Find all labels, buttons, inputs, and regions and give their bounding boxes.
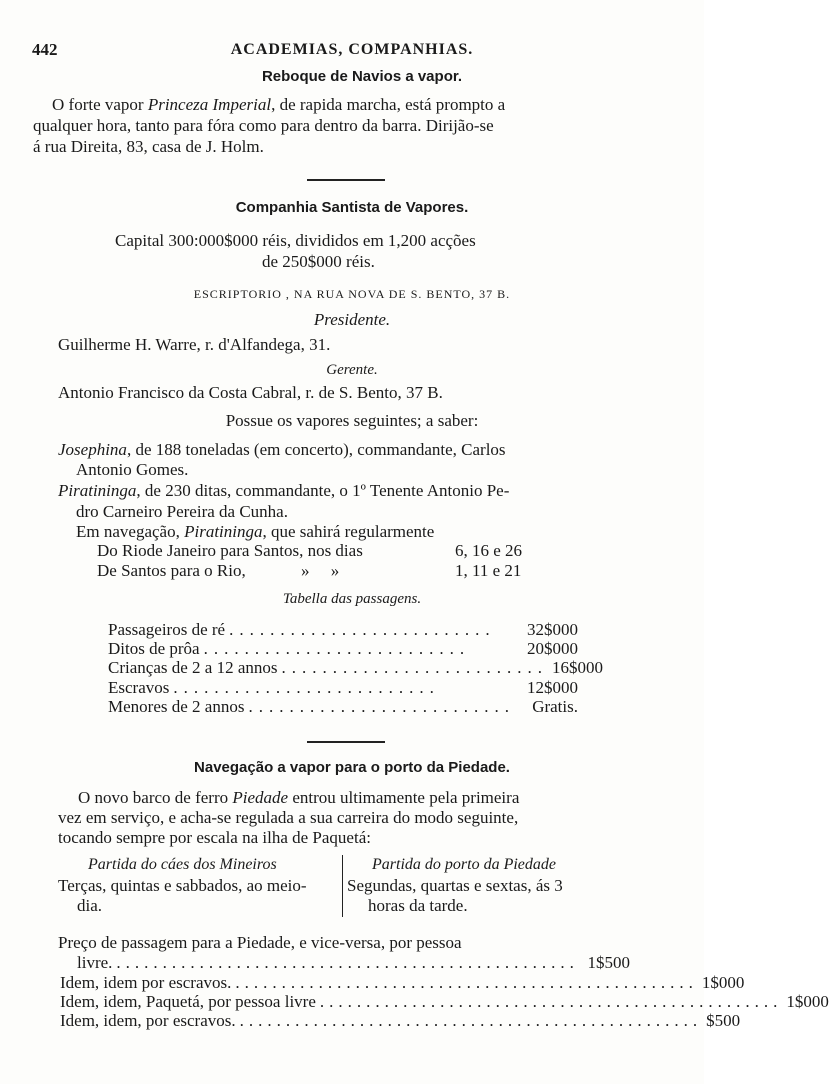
text: O novo barco de ferro [78,788,233,807]
ship-name: Piratininga [184,522,263,541]
reboque-paragraph-line [52,95,505,115]
ship-name: Princeza Imperial [147,95,272,114]
section-title-piedade: Navegação a vapor para o porto da Piedade. [194,759,510,776]
col-left-line: dia. [77,896,103,915]
gerente-label: Gerente. [326,362,378,378]
presidente-label: Presidente. [313,310,391,329]
piedade-paragraph-line [78,788,519,808]
precos-intro: Preço de passagem para a Piedade, e vice-versa, por pessoa [58,933,462,952]
piedade-paragraph-line: tocando sempre por escala na ilha de Paquetá: [58,828,371,847]
divider [307,741,385,743]
reboque-paragraph-line: qualquer hora, tanto para fóra como para dentro da barra. Dirijão-se [33,116,494,135]
col-right-line: Segundas, quartas e sextas, ás 3 [347,876,563,895]
fare-row: Ditos de prôa .......................... 20$000 [108,639,578,658]
fare-row: Menores de 2 annos .......................... Gratis. [108,697,578,716]
presidente: Guilherme H. Warre, r. d'Alfandega, 31. [58,335,331,354]
gerente: Antonio Francisco da Costa Cabral, r. de S. Bento, 37 B. [58,383,443,402]
text: Em navegação, [76,522,185,541]
vapor-entry-cont: dro Carneiro Pereira da Cunha. [76,502,288,521]
text: , de 230 ditas, commandante, o 1º Tenente Antonio Pe- [136,481,510,500]
route: Do Riode Janeiro para Santos, nos dias [97,541,363,560]
col-left-header: Partida do cáes dos Mineiros [88,856,277,873]
fare-row: Crianças de 2 a 12 annos .......................... 16$000 [108,658,603,677]
price-value: $500 [706,1011,741,1030]
tabella-title: Tabella das passagens. [282,591,422,607]
page-number: 442 [32,40,58,59]
fare-price: 32$000 [527,620,578,639]
vapor-entry-cont: Antonio Gomes. [76,460,189,479]
price-label: Idem, idem por escravos. [60,973,232,992]
divider [307,179,385,181]
ship-name: Josephina [58,440,127,459]
fare-label: Crianças de 2 a 12 annos [108,658,278,677]
fare-label: Escravos [108,678,170,697]
capital-line: Capital 300:000$000 réis, divididos em 1,200 acções [115,231,476,250]
text: O forte vapor [52,95,148,114]
price-row: Idem, idem por escravos. .................................................. 1$000 [60,973,745,992]
possue-line: Possue os vapores seguintes; a saber: [225,411,479,430]
col-right-header: Partida do porto da Piedade [372,856,556,873]
fare-row: Passageiros de ré .......................... 32$000 [108,620,578,639]
fare-price: 12$000 [527,678,578,697]
fare-price: 20$000 [527,639,578,658]
price-row: Idem, idem, Paquetá, por pessoa livre .................................................. 1$000 [60,992,829,1011]
fare-label: Passageiros de ré [108,620,226,639]
vapor-entry [58,440,506,460]
text: , que sahirá regularmente [262,522,435,541]
fare-label: Menores de 2 annos [108,697,245,716]
col-right-line: horas da tarde. [368,896,468,915]
ship-name: Piratininga [58,481,137,500]
section-title-santista: Companhia Santista de Vapores. [235,199,469,216]
ship-name: Piedade [232,788,289,807]
section-title-reboque: Reboque de Navios a vapor. [261,68,463,85]
price-value: 1$000 [701,973,745,992]
route: De Santos para o Rio, » » [97,561,340,580]
price-label: Idem, idem, Paquetá, por pessoa livre [60,992,316,1011]
price-value: 1$000 [786,992,829,1011]
fare-row: Escravos .......................... 12$000 [108,678,578,697]
route-days: 6, 16 e 26 [455,541,523,560]
column-divider [342,855,343,917]
col-left-line: Terças, quintas e sabbados, ao meio- [58,876,307,895]
fare-price: 16$000 [551,658,603,677]
text: , de rapida marcha, está prompto a [271,95,506,114]
navegacao-line [76,522,434,542]
price-label: livre. [77,953,113,972]
fare-price: Gratis. [532,697,578,716]
vapor-entry [58,481,509,501]
price-row: livre. .................................................. 1$500 [77,953,630,972]
price-label: Idem, idem, por escravos. [60,1011,236,1030]
fare-label: Ditos de prôa [108,639,200,658]
price-value: 1$500 [587,953,630,972]
text: entrou ultimamente pela primeira [288,788,520,807]
piedade-paragraph-line: vez em serviço, e acha-se regulada a sua carreira do modo seguinte, [58,808,519,827]
capital-line: de 250$000 réis. [262,252,375,271]
price-row: Idem, idem, por escravos. .................................................. $500 [60,1011,741,1030]
escriptorio: ESCRIPTORIO , NA RUA NOVA DE S. BENTO, 37 B. [193,287,511,301]
route-days: 1, 11 e 21 [455,561,522,580]
reboque-paragraph-line: á rua Direita, 83, casa de J. Holm. [33,137,264,156]
text: , de 188 toneladas (em concerto), commandante, Carlos [126,440,506,459]
running-title: ACADEMIAS, COMPANHIAS. [230,41,474,58]
